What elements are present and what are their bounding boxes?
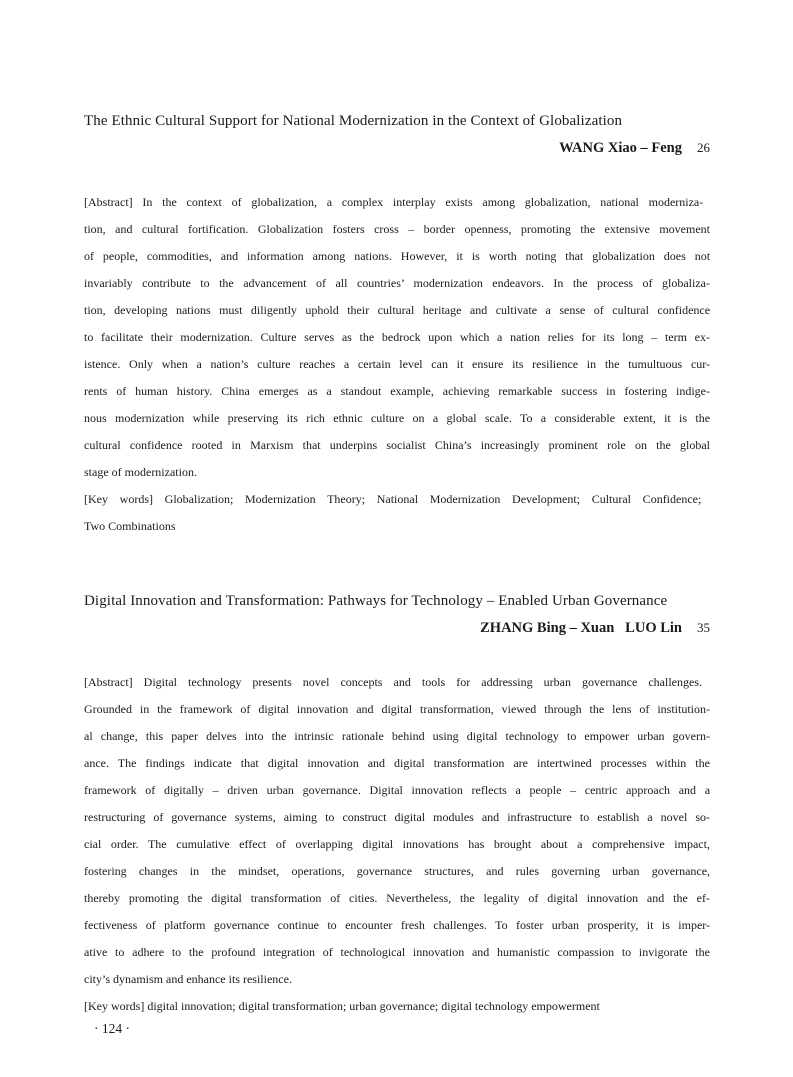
text-line: cultural confidence rooted in Marxism that underpins socialist China’s increasingly prominent role on the global <box>84 438 711 452</box>
page-number: · 124 · <box>94 1021 130 1036</box>
text-line: invariably contribute to the advancement of all countries’ modernization endeavors. In the process of globaliza- <box>84 276 710 290</box>
text-line: tion, and cultural fortification. Globalization fosters cross – border openness, promoting the extensive movement <box>84 222 710 236</box>
article-title: The Ethnic Cultural Support for National Modernization in the Context of Globalization <box>84 113 623 129</box>
text-line: Grounded in the framework of digital innovation and digital transformation, viewed through the lens of institution- <box>84 702 710 716</box>
text-line: city’s dynamism and enhance its resilience. <box>84 972 292 986</box>
article-authors: ZHANG Bing – Xuan LUO Lin <box>480 620 682 636</box>
article-title: Digital Innovation and Transformation: Pathways for Technology – Enabled Urban Governance <box>84 593 668 609</box>
text-line: ance. The findings indicate that digital innovation and digital transformation are intertwined processes within the <box>84 756 710 770</box>
text-line: [Abstract] In the context of globalization, a complex interplay exists among globalization, national moderniza- <box>84 195 704 209</box>
article-start-page: 26 <box>697 140 710 155</box>
text-line: ative to adhere to the profound integration of technological innovation and humanistic compassion to invigorate the <box>84 945 710 959</box>
text-line: fostering changes in the mindset, operations, governance structures, and rules governing urban governance, <box>84 864 711 878</box>
article-abstract-text <box>84 669 710 1020</box>
text-line: Two Combinations <box>84 519 176 533</box>
article-entry <box>84 110 710 540</box>
text-line: tion, developing nations must diligently uphold their cultural heritage and cultivate a sense of cultural confidence <box>84 303 711 317</box>
page-content <box>84 0 710 1038</box>
text-line: stage of modernization. <box>84 465 197 479</box>
text-line: thereby promoting the digital transformation of cities. Nevertheless, the legality of digital innovation and the ef- <box>84 891 710 905</box>
text-line: [Key words] digital innovation; digital transformation; urban governance; digital technology empowerment <box>84 999 600 1013</box>
text-line: istence. Only when a nation’s culture reaches a certain level can it ensure its resilience in the tumultuous cur- <box>84 357 711 371</box>
text-line: to facilitate their modernization. Culture serves as the bedrock upon which a nation relies for its long – term ex- <box>84 330 710 344</box>
text-line: [Key words] Globalization; Modernization Theory; National Modernization Development; Cultural Confidence; <box>84 492 702 506</box>
article-byline <box>84 137 710 159</box>
article-start-page: 35 <box>697 620 710 635</box>
article-entry <box>84 590 710 1020</box>
article-authors: WANG Xiao – Feng <box>559 140 682 156</box>
text-line: framework of digitally – driven urban governance. Digital innovation reflects a people – centric approach and a <box>84 783 711 797</box>
text-line: restructuring of governance systems, aiming to construct digital modules and infrastructure to establish a novel so- <box>84 810 710 824</box>
text-line: rents of human history. China emerges as a standout example, achieving remarkable success in fostering indige- <box>84 384 710 398</box>
article-abstract-text <box>84 189 710 540</box>
text-line: cial order. The cumulative effect of overlapping digital innovations has brought about a comprehensive impact, <box>84 837 710 851</box>
text-line: fectiveness of platform governance continue to encounter fresh challenges. To foster urban prosperity, it is imper- <box>84 918 711 932</box>
text-line: [Abstract] Digital technology presents novel concepts and tools for addressing urban governance challenges. <box>84 675 702 689</box>
article-byline <box>84 617 710 639</box>
text-line: nous modernization while preserving its rich ethnic culture on a global scale. To a considerable extent, it is the <box>84 411 711 425</box>
text-line: of people, commodities, and information among nations. However, it is worth noting that globalization does not <box>84 249 711 263</box>
text-line: al change, this paper delves into the intrinsic rationale behind using digital technology to empower urban govern- <box>84 729 710 743</box>
